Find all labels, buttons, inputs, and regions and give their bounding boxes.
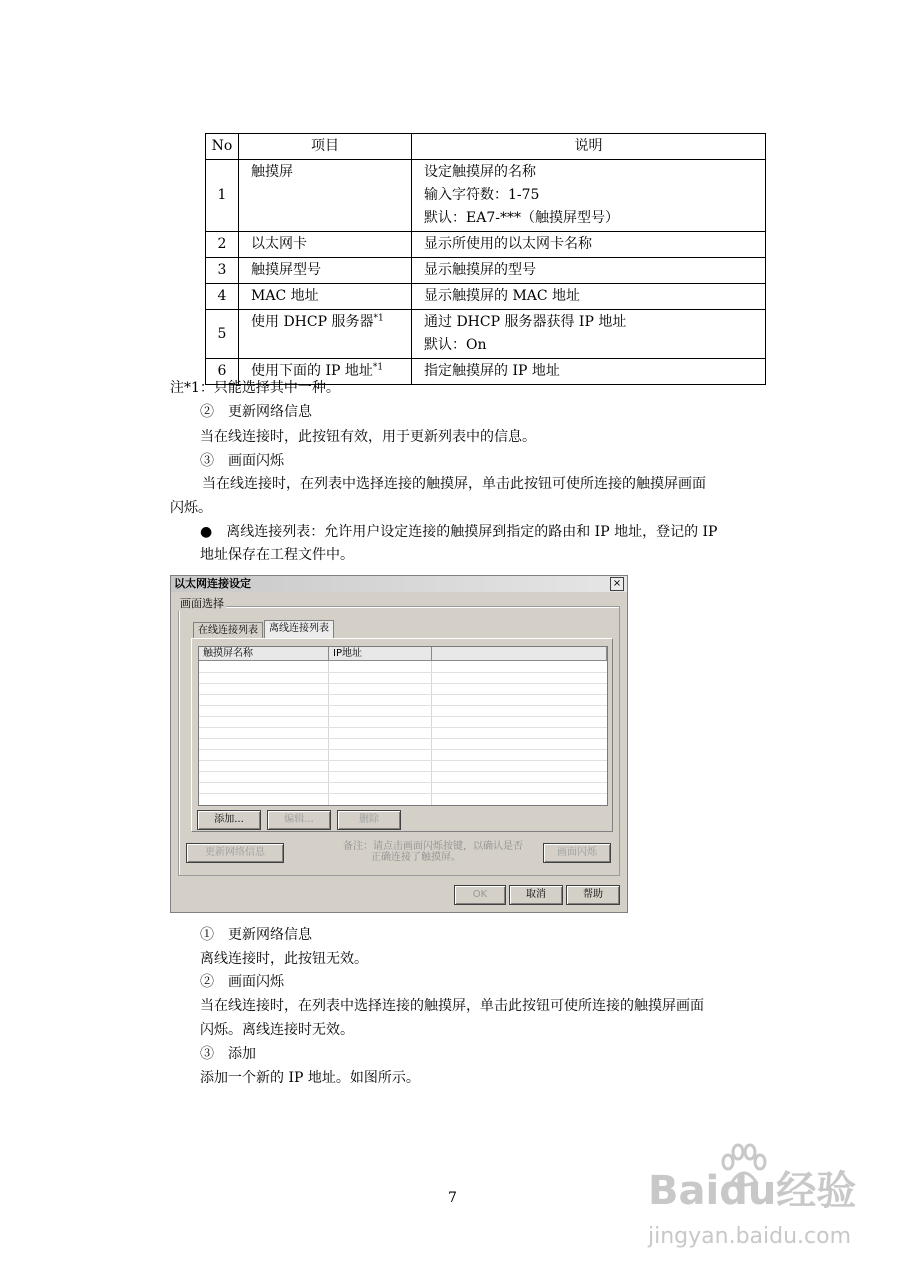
item-text: 使用下面的 IP 地址 [251,363,373,379]
row-item: 触摸屏型号 [239,258,412,284]
list-row[interactable] [199,793,607,794]
paragraph: 地址保存在工程文件中。 [200,547,354,563]
row-no: 1 [206,160,239,232]
list-row[interactable] [199,749,607,750]
row-no: 3 [206,258,239,284]
row-desc [412,160,766,232]
footnote-mark: *1 [373,313,384,324]
ok-button[interactable]: OK [454,885,506,905]
bullet-item: ● 离线连接列表：允许用户设定连接的触摸屏到指定的路由和 IP 地址，登记的 IP [200,524,718,540]
row-no: 2 [206,232,239,258]
table-row [206,258,766,284]
list-row[interactable] [199,716,607,717]
edit-button[interactable]: 编辑... [267,810,331,830]
tab-online-list[interactable]: 在线连接列表 [193,622,263,639]
list-row[interactable] [199,738,607,739]
table-row [206,310,766,359]
table-row [206,232,766,258]
group-label: 画面选择 [180,597,224,610]
note-line: 正确连接了触摸屏。 [371,852,461,863]
cancel-button[interactable]: 取消 [509,885,563,905]
desc-line: 通过 DHCP 服务器获得 IP 地址 [424,314,627,330]
row-no: 4 [206,284,239,310]
desc-line: 输入字符数：1-75 [424,187,540,203]
list-row[interactable] [199,672,607,673]
ethernet-dialog [170,575,628,913]
connection-list[interactable] [198,646,608,806]
header-no: No [206,134,239,160]
section-title: ② 画面闪烁 [200,974,284,990]
row-desc: 指定触摸屏的 IP 地址 [412,359,766,385]
delete-button[interactable]: 删除 [337,810,401,830]
item-text: 使用 DHCP 服务器 [251,314,374,330]
flash-screen-button[interactable]: 画面闪烁 [543,843,611,863]
section-title: ① 更新网络信息 [200,927,312,943]
table-row [206,160,766,232]
row-item [239,310,412,359]
desc-line: 默认：EA7-***（触摸屏型号） [424,210,619,226]
row-no: 6 [206,359,239,385]
row-item: 以太网卡 [239,232,412,258]
note-line: 备注：请点击画面闪烁按键，以确认是否 [343,841,523,852]
desc-line: 设定触摸屏的名称 [424,164,536,180]
spec-table [205,133,766,385]
row-no: 5 [206,310,239,359]
footnote: 注*1：只能选择其中一种。 [170,380,340,396]
section-title: ② 更新网络信息 [200,404,312,420]
row-desc [412,310,766,359]
tab-offline-list[interactable]: 离线连接列表 [264,620,334,639]
paragraph: 添加一个新的 IP 地址。如图所示。 [200,1070,420,1086]
paragraph: 闪烁。离线连接时无效。 [200,1022,354,1038]
list-row[interactable] [199,771,607,772]
list-row[interactable] [199,705,607,706]
section-title: ③ 添加 [200,1046,256,1062]
page-number: 7 [448,1190,457,1206]
list-row[interactable] [199,727,607,728]
watermark-brand: Baidu经验 [648,1168,857,1214]
list-row[interactable] [199,694,607,695]
paragraph: 闪烁。 [170,500,212,516]
column-header-name[interactable]: 触摸屏名称 [199,647,329,661]
list-row[interactable] [199,782,607,783]
desc-line: 默认：On [424,337,487,353]
column-header-blank [432,647,607,661]
header-item: 项目 [239,134,412,160]
update-network-button[interactable]: 更新网络信息 [186,843,284,863]
table-header-row [206,134,766,160]
dialog-title: 以太网连接设定 [171,576,627,592]
header-desc: 说明 [412,134,766,160]
row-item: 触摸屏 [239,160,412,232]
watermark-url: jingyan.baidu.com [648,1224,852,1249]
paragraph: 离线连接时，此按钮无效。 [200,951,368,967]
list-row[interactable] [199,683,607,684]
row-desc: 显示所使用的以太网卡名称 [412,232,766,258]
row-desc: 显示触摸屏的型号 [412,258,766,284]
table-row [206,284,766,310]
paragraph: 当在线连接时，在列表中选择连接的触摸屏，单击此按钮可使所连接的触摸屏画面 [200,998,704,1014]
paragraph: 当在线连接时，此按钮有效，用于更新列表中的信息。 [200,429,536,445]
help-button[interactable]: 帮助 [566,885,620,905]
row-item: MAC 地址 [239,284,412,310]
footnote-mark: *1 [372,362,384,373]
add-button[interactable]: 添加... [197,810,261,830]
dialog-note [343,841,523,863]
list-row[interactable] [199,760,607,761]
close-icon[interactable]: × [610,577,624,591]
paragraph: 当在线连接时，在列表中选择连接的触摸屏，单击此按钮可使所连接的触摸屏画面 [202,476,706,492]
section-title: ③ 画面闪烁 [200,453,284,469]
row-desc: 显示触摸屏的 MAC 地址 [412,284,766,310]
column-header-ip[interactable]: IP地址 [329,647,432,661]
